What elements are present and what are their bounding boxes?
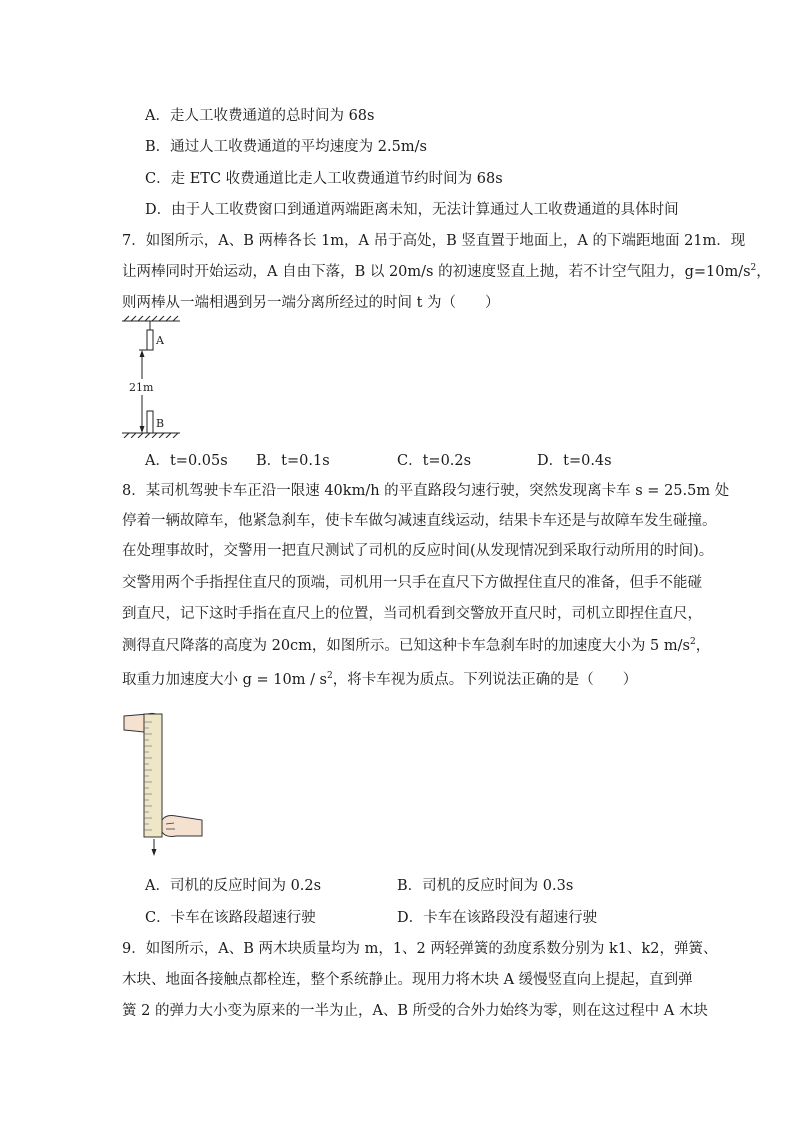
q8-stem-line-4: 交警用两个手指捏住直尺的顶端，司机用一只手在直尺下方做捏住直尺的准备，但手不能碰 bbox=[122, 575, 702, 591]
q7-stem-line-3: 则两棒从一端相遇到另一端分离所经过的时间 t 为（ ） bbox=[122, 295, 500, 311]
q7-option-c: C．t=0.2s bbox=[397, 453, 472, 469]
distance-label: 21m bbox=[129, 381, 154, 394]
q9-stem-line-3: 簧 2 的弹力大小变为原来的一半为止，A、B 所受的合外力始终为零，则在这过程中 A 木块 bbox=[122, 1003, 708, 1019]
q7-option-a: A．t=0.05s bbox=[145, 453, 228, 469]
q8-stem-line-7: 取重力加速度大小 $g = 10m / s^2$，将卡车视为质点。下列说法正确的是（ ） bbox=[122, 671, 638, 688]
bottom-hand-icon bbox=[162, 816, 202, 837]
q8-stem-line-3: 在处理事故时，交警用一把直尺测试了司机的反应时间(从发现情况到采取行动所用的时间)。 bbox=[122, 543, 714, 559]
superscript-2: 2 bbox=[689, 637, 696, 648]
q7-option-d: D．t=0.4s bbox=[537, 453, 612, 469]
q8-stem-line-2: 停着一辆故障车，他紧急刹车，使卡车做匀减速直线运动，结果卡车还是与故障车发生碰撞。 bbox=[122, 513, 717, 529]
q7-stem-line-1: 7．如图所示，A、B 两棒各长 1m，A 吊于高处，B 竖直置于地面上，A 的下端距地面 21m．现 bbox=[122, 233, 746, 249]
ruler bbox=[144, 714, 162, 837]
rod-b-label: B bbox=[156, 417, 165, 430]
q6-option-a: A．走人工收费通道的总时间为 68s bbox=[145, 108, 375, 124]
q8-option-c: C．卡车在该路段超速行驶 bbox=[145, 910, 316, 926]
q7-options bbox=[0, 449, 794, 469]
q9-stem-line-1: 9．如图所示，A、B 两木块质量均为 m，1、2 两轻弹簧的劲度系数分别为 k1、k2，弹簧、 bbox=[122, 941, 718, 957]
superscript-2: 2 bbox=[327, 671, 333, 682]
q6-option-d: D．由于人工收费窗口到通道两端距离未知，无法计算通过人工收费通道的具体时间 bbox=[145, 202, 679, 218]
rod-a-label: A bbox=[156, 334, 164, 347]
q8-option-b: B．司机的反应时间为 0.3s bbox=[397, 878, 574, 894]
down-arrow-icon bbox=[152, 849, 157, 856]
q7-rods-figure bbox=[122, 313, 192, 438]
q8-stem-line-5: 到直尺，记下这时手指在直尺上的位置，当司机看到交警放开直尺时，司机立即捏住直尺， bbox=[122, 606, 702, 622]
q9-stem-line-2: 木块、地面各接触点都栓连，整个系统静止。现用力将木块 A 缓慢竖直向上提起，直到弹 bbox=[122, 972, 693, 988]
q7-option-b: B．t=0.1s bbox=[256, 453, 330, 469]
superscript-2: 2 bbox=[750, 263, 757, 274]
q8-option-d: D．卡车在该路段没有超速行驶 bbox=[397, 910, 598, 926]
q8-options-row-1 bbox=[0, 874, 794, 894]
q6-option-c: C．走 ETC 收费通道比走人工收费通道节约时间为 68s bbox=[145, 171, 503, 187]
q6-option-b: B．通过人工收费通道的平均速度为 2.5m/s bbox=[145, 139, 427, 155]
q8-options-row-2 bbox=[0, 906, 794, 926]
q8-option-a: A．司机的反应时间为 0.2s bbox=[145, 878, 322, 894]
q8-stem-line-6: 测得直尺降落的高度为 20cm，如图所示。已知这种卡车急刹车时的加速度大小为 5 $m/s^2$， bbox=[122, 637, 711, 654]
q8-ruler-figure bbox=[122, 708, 212, 858]
q8-stem-line-1: 8．某司机驾驶卡车正沿一限速 40km/h 的平直路段匀速行驶，突然发现离卡车 s = 25.5m 处 bbox=[122, 483, 730, 499]
q7-stem-line-2: 让两棒同时开始运动，A 自由下落，B 以 20m/s 的初速度竖直上抛，若不计空气阻力，$g=10m/s^2$， bbox=[122, 263, 771, 280]
